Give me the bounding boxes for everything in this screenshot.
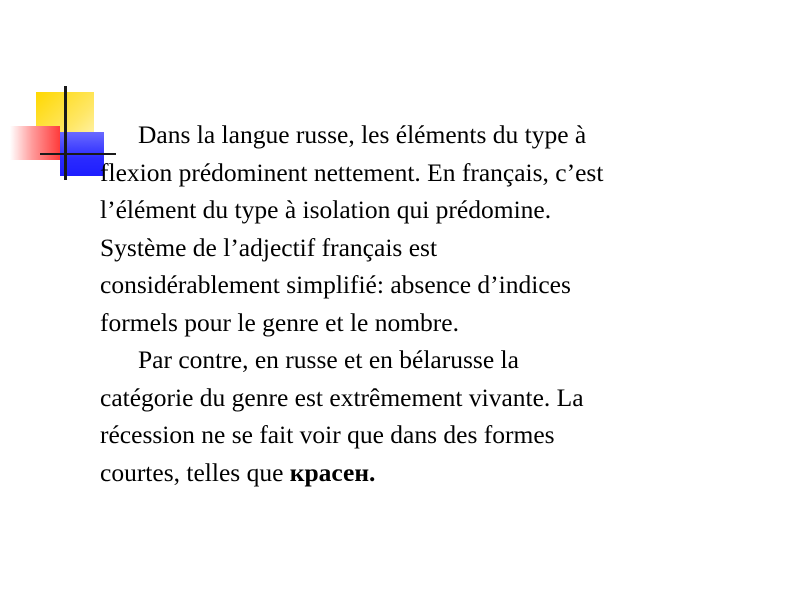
paragraph-1 xyxy=(100,116,740,341)
paragraph-2 xyxy=(100,341,740,491)
text-line-last xyxy=(62,454,740,492)
text-line: l’élément du type à isolation qui prédomine. xyxy=(100,195,552,224)
text-line: Dans la langue russe, les éléments du type à xyxy=(138,120,587,149)
text-line: Système de l’adjectif français est xyxy=(100,232,438,262)
text-line: récession ne se fait voir que dans des formes xyxy=(100,420,555,449)
russian-word-bold: красен. xyxy=(289,457,376,487)
text-line: Par contre, en russe et en bélarusse la xyxy=(138,345,519,374)
text-line: catégorie du genre est extrêmement vivante. La xyxy=(100,382,584,412)
text-line: formels pour le genre et le nombre. xyxy=(100,307,459,337)
text-fragment: courtes, telles que xyxy=(100,457,290,487)
slide-body-text xyxy=(100,116,740,491)
text-line: considérablement simplifié: absence d’indices xyxy=(100,270,571,299)
text-line: flexion prédominent nettement. En français, c’est xyxy=(100,157,604,187)
